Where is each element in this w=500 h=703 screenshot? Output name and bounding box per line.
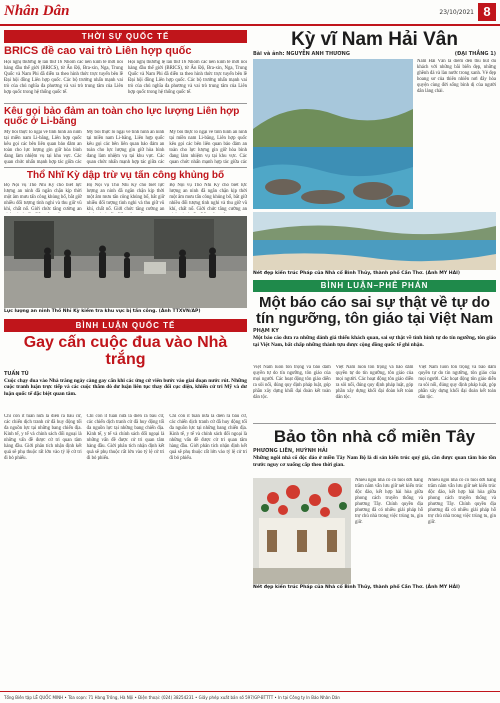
coast-landscape-image bbox=[253, 59, 413, 209]
article-body-turkey-cont2: Bộ Nội vụ Thổ Nhĩ Kỳ cho biết lực lượng an ninh đã ngăn chặn kịp thời một âm mưu tấn công khủng bố, bắt giữ nhiều đối tượng tình nghi và thu giữ vũ khí, chất nổ. Giới chức tăng cường an bbox=[169, 183, 247, 213]
right-column bbox=[253, 30, 496, 689]
lede-ancient-houses: Những ngôi nhà cổ độc đáo ở miền Tây Nam Bộ là di sản kiến trúc quý giá, cần được quan tâm bảo tồn trước nguy cơ xuống cấp theo thời gian. bbox=[253, 455, 496, 468]
byline-white-house: TUẤN TÚ bbox=[4, 370, 29, 377]
byline-nam-hai-van: Bài và ảnh: NGUYỄN ANH THƯƠNG bbox=[253, 50, 350, 57]
article-body-religious-cont2: Việt Nam luôn tôn trọng và bảo đảm quyền tự do tín ngưỡng, tôn giáo của mọi người. Các hoạt động tôn giáo diễn ra sôi nổi, đúng quy định pháp luật, góp phần xây dựng khối đại đoàn kết toàn dân tộc. bbox=[418, 365, 496, 401]
lede-white-house: Cuộc chạy đua vào Nhà trắng ngày càng gay cấn khi các ứng cử viên bước vào giai đoạn nước rút. Những cuộc tranh luận trực tiếp và các cuộc thăm dò dư luận liên tục thay đổi cục diện, khiến cử tri Mỹ và dư luận quốc tế đặc biệt quan tâm. bbox=[4, 377, 247, 397]
article-body-lebanon: Mỹ bồi thực lo ngại về tình hình an ninh tại miền nam Li-băng, Liên hợp quốc kêu gọi các bên liên quan bảo đảm an toàn cho lực lượng gìn giữ hòa bình đang làm nhiệm vụ tại khu vực. Các quan chức nhấn mạnh hợp tác giữa các bbox=[4, 129, 82, 164]
photo-coast-panorama bbox=[253, 212, 496, 270]
lede-religious-freedom: Một báo cáo đưa ra những đánh giá thiếu khách quan, sai sự thật về tình hình tự do tín ngưỡng, tôn giáo tại Việt Nam, bất chấp những thành tựu được cộng đồng quốc tế ghi nhận. bbox=[253, 335, 496, 349]
byline-ancient-houses: PHƯƠNG LIÊN, HUỲNH HẢI bbox=[253, 448, 328, 455]
headline-religious-freedom: Một báo cáo sai sự thật về tự do tín ngưỡng, tôn giáo tại Việt Nam bbox=[255, 293, 494, 327]
article-body-white-house: Chỉ còn ít tuần nữa là diễn ra bầu cử, các chiến dịch tranh cử đã huy động tối đa nguồn lực tại những bang chiến địa. Kinh tế, y tế và chính sách đối ngoại là những vấn đề được cử tri quan tâm hàng đầu. Giới phân tích nhận định kết quả sẽ phụ thuộc rất lớn vào tỷ lệ cử tri đi bỏ phiếu. bbox=[4, 413, 82, 461]
section-banner-commentary: BÌNH LUẬN QUỐC TẾ bbox=[4, 319, 247, 332]
street-scene-image bbox=[4, 216, 247, 308]
photo-ancient-house bbox=[253, 478, 351, 584]
article-body-ancient-houses-cont: Nhiều ngôi nhà cổ có tuổi đời hàng trăm năm vẫn lưu giữ nét kiến trúc độc đáo, kết hợp hài hòa giữa phong cách truyền thống và phương Tây. Chính quyền địa phương đã có nhiều giải pháp hỗ trợ chủ nhà trong việc trùng tu, gìn giữ. bbox=[428, 478, 496, 526]
newspaper-logo: Nhân Dân bbox=[4, 3, 70, 19]
left-column bbox=[4, 30, 247, 689]
headline-turkey: Thổ Nhĩ Kỳ dập trừ vụ tấn công khủng bố bbox=[26, 169, 225, 181]
article-body-nam-hai-van: Nam Hải Vân là điểm đến thu hút du khách với những bãi biển đẹp, những ghềnh đá và làn nước trong xanh. Vẻ đẹp hoang sơ của thiên nhiên nơi đây hòa quyện cùng đời sống bình dị của người dân làng chài. bbox=[417, 58, 496, 94]
coast-panorama-image bbox=[253, 212, 496, 270]
article-body-lebanon-cont2: Mỹ bồi thực lo ngại về tình hình an ninh tại miền nam Li-băng, Liên hợp quốc kêu gọi các bên liên quan bảo đảm an toàn cho lực lượng gìn giữ hòa bình đang làm nhiệm vụ tại khu vực. Các quan chức nhấn mạnh hợp tác giữa các bbox=[169, 129, 247, 164]
headline-nam-hai-van: Kỳ vĩ Nam Hải Vân bbox=[291, 29, 458, 50]
section-banner-world-news: THỜI SỰ QUỐC TẾ bbox=[4, 30, 247, 43]
photo-credit-nam-hai-van: (ĐẠI THẮNG 1) bbox=[454, 50, 496, 57]
masthead bbox=[0, 0, 500, 26]
page-number: 8 bbox=[478, 3, 496, 21]
headline-brics: BRICS đề cao vai trò Liên hợp quốc bbox=[4, 45, 192, 57]
article-body-turkey-cont: Bộ Nội vụ Thổ Nhĩ Kỳ cho biết lực lượng an ninh đã ngăn chặn kịp thời một âm mưu tấn công khủng bố, bắt giữ nhiều đối tượng tình nghi và thu giữ vũ khí, chất nổ. Giới chức tăng cường an bbox=[86, 183, 165, 213]
issue-date: 23/10/2021 bbox=[439, 9, 474, 16]
byline-religious-freedom: PHẠM KY bbox=[253, 328, 279, 335]
article-body-white-house-cont: Chỉ còn ít tuần nữa là diễn ra bầu cử, các chiến dịch tranh cử đã huy động tối đa nguồn lực tại những bang chiến địa. Kinh tế, y tế và chính sách đối ngoại là những vấn đề được cử tri quan tâm hàng đầu. Giới phân tích nhận định kết quả sẽ phụ thuộc rất lớn vào tỷ lệ cử tri đi bỏ phiếu. bbox=[86, 413, 165, 461]
headline-ancient-houses: Bảo tồn nhà cổ miền Tây bbox=[273, 427, 476, 447]
footer-imprint: Tổng Biên tập LÊ QUỐC MINH • Tòa soạn: 71 Hàng Trống, Hà Nội • Điện thoại: (024) 38254231 • Giấy phép xuất bản số 597/GP-BTTTT • In tại Công ty In Báo Nhân Dân bbox=[0, 691, 500, 703]
ancient-house-image bbox=[253, 478, 351, 584]
article-body-lebanon-cont: Mỹ bồi thực lo ngại về tình hình an ninh tại miền nam Li-băng, Liên hợp quốc kêu gọi các bên liên quan bảo đảm an toàn cho lực lượng gìn giữ hòa bình đang làm nhiệm vụ tại khu vực. Các quan chức nhấn mạnh hợp tác giữa các bbox=[86, 129, 165, 164]
headline-lebanon: Kêu gọi bảo đảm an toàn cho lực lượng Liên hợp quốc ở Li-băng bbox=[4, 105, 240, 128]
article-body-white-house-cont2: Chỉ còn ít tuần nữa là diễn ra bầu cử, các chiến dịch tranh cử đã huy động tối đa nguồn lực tại những bang chiến địa. Kinh tế, y tế và chính sách đối ngoại là những vấn đề được cử tri quan tâm hàng đầu. Giới phân tích nhận định kết quả sẽ phụ thuộc rất lớn vào tỷ lệ cử tri đi bỏ phiếu. bbox=[169, 413, 247, 461]
photo-street-police bbox=[4, 216, 247, 308]
photo-coast-large bbox=[253, 59, 413, 209]
article-body-turkey: Bộ Nội vụ Thổ Nhĩ Kỳ cho biết lực lượng an ninh đã ngăn chặn kịp thời một âm mưu tấn công khủng bố, bắt giữ nhiều đối tượng tình nghi và thu giữ vũ khí, chất nổ. Giới chức tăng cường an bbox=[4, 183, 82, 213]
photo-caption-nam-hai-van: Nét đẹp kiến trúc Pháp của Nhà cổ Bình Thủy, thành phố Cần Thơ. (Ảnh MY HẢI) bbox=[253, 270, 460, 276]
photo-caption-ancient-house: Nét đẹp kiến trúc Pháp của Nhà cổ Bình Thủy, thành phố Cần Thơ. (Ảnh MY HẢI) bbox=[253, 585, 460, 591]
headline-white-house-race: Gay cấn cuộc đua vào Nhà trắng bbox=[23, 334, 228, 368]
photo-caption-turkey: Lực lượng an ninh Thổ Nhĩ Kỳ kiểm tra khu vực bị tấn công. (Ảnh TTXVN/AP) bbox=[4, 309, 201, 315]
section-banner-critique: BÌNH LUẬN–PHÊ PHÁN bbox=[253, 280, 496, 292]
article-body-religious: Việt Nam luôn tôn trọng và bảo đảm quyền tự do tín ngưỡng, tôn giáo của mọi người. Các hoạt động tôn giáo diễn ra sôi nổi, đúng quy định pháp luật, góp phần xây dựng khối đại đoàn kết toàn dân tộc. bbox=[253, 365, 331, 401]
article-body-ancient-houses: Nhiều ngôi nhà cổ có tuổi đời hàng trăm năm vẫn lưu giữ nét kiến trúc độc đáo, kết hợp hài hòa giữa phong cách truyền thống và phương Tây. Chính quyền địa phương đã có nhiều giải pháp hỗ trợ chủ nhà trong việc trùng tu, gìn giữ. bbox=[355, 478, 423, 526]
article-body-brics: Hội nghị thường lệ lần thứ 16 Nhóm các nền kinh tế mới nổi hàng đầu thế giới (BRICS), từ Ấn Độ, Bra-xin, Nga, Trung Quốc và Nam Phi đã diễn ra theo hình thức trực tuyến bên lề Đại hội đồng Liên hợp quốc. Các bộ trưởng nhấn mạnh vai trò của chủ nghĩa đa phương và vai trò trung tâm của Liên hợp quốc trong hệ thống quốc tế. bbox=[4, 59, 123, 95]
article-body-religious-cont: Việt Nam luôn tôn trọng và bảo đảm quyền tự do tín ngưỡng, tôn giáo của mọi người. Các hoạt động tôn giáo diễn ra sôi nổi, đúng quy định pháp luật, góp phần xây dựng khối đại đoàn kết toàn dân tộc. bbox=[335, 365, 414, 401]
article-body-brics-cont: Hội nghị thường lệ lần thứ 16 Nhóm các nền kinh tế mới nổi hàng đầu thế giới (BRICS), từ Ấn Độ, Bra-xin, Nga, Trung Quốc và Nam Phi đã diễn ra theo hình thức trực tuyến bên lề Đại hội đồng Liên hợp quốc. Các bộ trưởng nhấn mạnh vai trò của chủ nghĩa đa phương và vai trò trung tâm của Liên hợp quốc trong hệ thống quốc tế. bbox=[128, 59, 247, 95]
